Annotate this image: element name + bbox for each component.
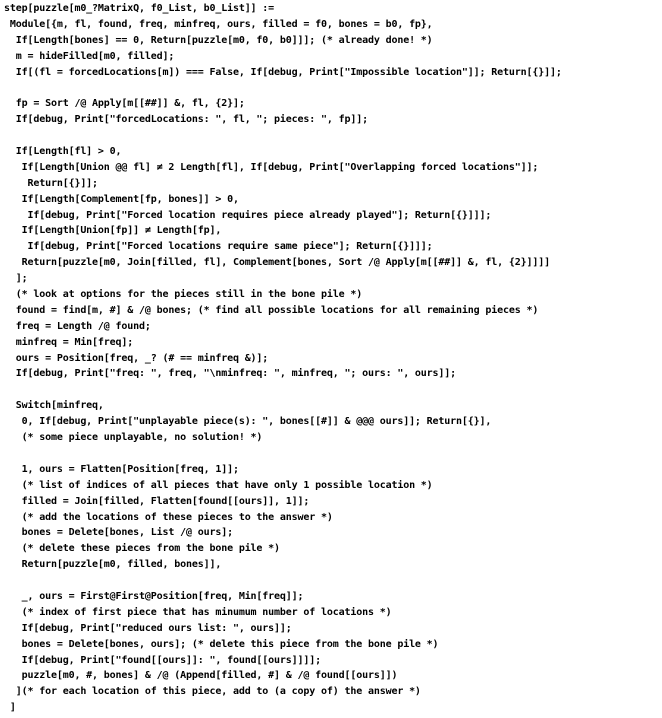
code-line: Switch[minfreq, <box>4 400 104 412</box>
code-line: ](* for each location of this piece, add to (a copy of) the answer *) <box>4 686 421 698</box>
code-line: If[Length[bones] == 0, Return[puzzle[m0, f0, b0]]]; (* already done! *) <box>4 34 433 46</box>
code-line: Return[{}]]; <box>4 177 98 189</box>
code-line <box>4 128 660 144</box>
code-line: m = hideFilled[m0, filled]; <box>4 50 175 62</box>
code-line: bones = Delete[bones, List /@ ours]; <box>4 527 233 539</box>
code-line: If[debug, Print["Forced locations require same piece"]; Return[{}]]]; <box>4 241 433 253</box>
code-line: (* delete these pieces from the bone pile *) <box>4 543 280 555</box>
code-line: Return[puzzle[m0, Join[filled, fl], Complement[bones, Sort /@ Apply[m[[##]] &, fl, {2}]]]] <box>4 257 550 269</box>
code-line: (* list of indices of all pieces that have only 1 possible location *) <box>4 479 433 491</box>
code-line: If[debug, Print["Forced location requires piece already played"]; Return[{}]]]; <box>4 209 492 221</box>
code-line: If[Length[Union @@ fl] ≠ 2 Length[fl], If[debug, Print["Overlapping forced locations"]]; <box>4 161 539 173</box>
code-line <box>4 446 660 462</box>
code-line: found = find[m, #] & /@ bones; (* find all possible locations for all remaining pieces *) <box>4 304 539 316</box>
code-line: (* index of first piece that has minumum number of locations *) <box>4 606 392 618</box>
code-line: filled = Join[filled, Flatten[found[[ours]], 1]]; <box>4 495 310 507</box>
code-line: If[debug, Print["reduced ours list: ", ours]]; <box>4 622 292 634</box>
code-line: Return[puzzle[m0, filled, bones]], <box>4 559 222 571</box>
code-line: 0, If[debug, Print["unplayable piece(s): ", bones[[#]] & @@@ ours]]; Return[{}], <box>4 416 492 428</box>
code-line: If[Length[Union[fp]] ≠ Length[fp], <box>4 225 222 237</box>
code-line: If[Length[Complement[fp, bones]] > 0, <box>4 193 239 205</box>
code-line: ] <box>4 702 16 714</box>
code-block <box>4 1 660 716</box>
code-line: If[Length[fl] > 0, <box>4 146 122 158</box>
code-line <box>4 382 660 398</box>
code-line: puzzle[m0, #, bones] & /@ (Append[filled, #] & /@ found[[ours]]) <box>4 670 398 682</box>
code-line: step[puzzle[m0_?MatrixQ, f0_List, b0_List]] := <box>4 3 275 14</box>
code-line: ours = Position[freq, _? (# == minfreq &)]; <box>4 352 269 364</box>
code-line: minfreq = Min[freq]; <box>4 336 134 348</box>
code-line: freq = Length /@ found; <box>4 320 151 332</box>
code-line: bones = Delete[bones, ours]; (* delete this piece from the bone pile *) <box>4 638 439 650</box>
code-line: If[debug, Print["found[[ours]]: ", found[[ours]]]]; <box>4 654 322 666</box>
code-line <box>4 80 660 96</box>
code-line: ]; <box>4 273 28 285</box>
code-line: If[debug, Print["forcedLocations: ", fl, "; pieces: ", fp]]; <box>4 114 368 126</box>
code-line: 1, ours = Flatten[Position[freq, 1]]; <box>4 463 239 475</box>
code-line: _, ours = First@First@Position[freq, Min[freq]]; <box>4 590 304 602</box>
code-line <box>4 573 660 589</box>
code-line: (* add the locations of these pieces to the answer *) <box>4 511 333 523</box>
code-line: If[debug, Print["freq: ", freq, "\nminfreq: ", minfreq, "; ours: ", ours]]; <box>4 368 457 380</box>
code-line: (* look at options for the pieces still in the bone pile *) <box>4 289 363 301</box>
code-line: fp = Sort /@ Apply[m[[##]] &, fl, {2}]; <box>4 98 245 110</box>
code-line: If[(fl = forcedLocations[m]) === False, If[debug, Print["Impossible location"]]; Return[{}]]; <box>4 66 562 78</box>
code-line: (* some piece unplayable, no solution! *) <box>4 432 263 444</box>
code-line: Module[{m, fl, found, freq, minfreq, ours, filled = f0, bones = b0, fp}, <box>4 18 433 30</box>
